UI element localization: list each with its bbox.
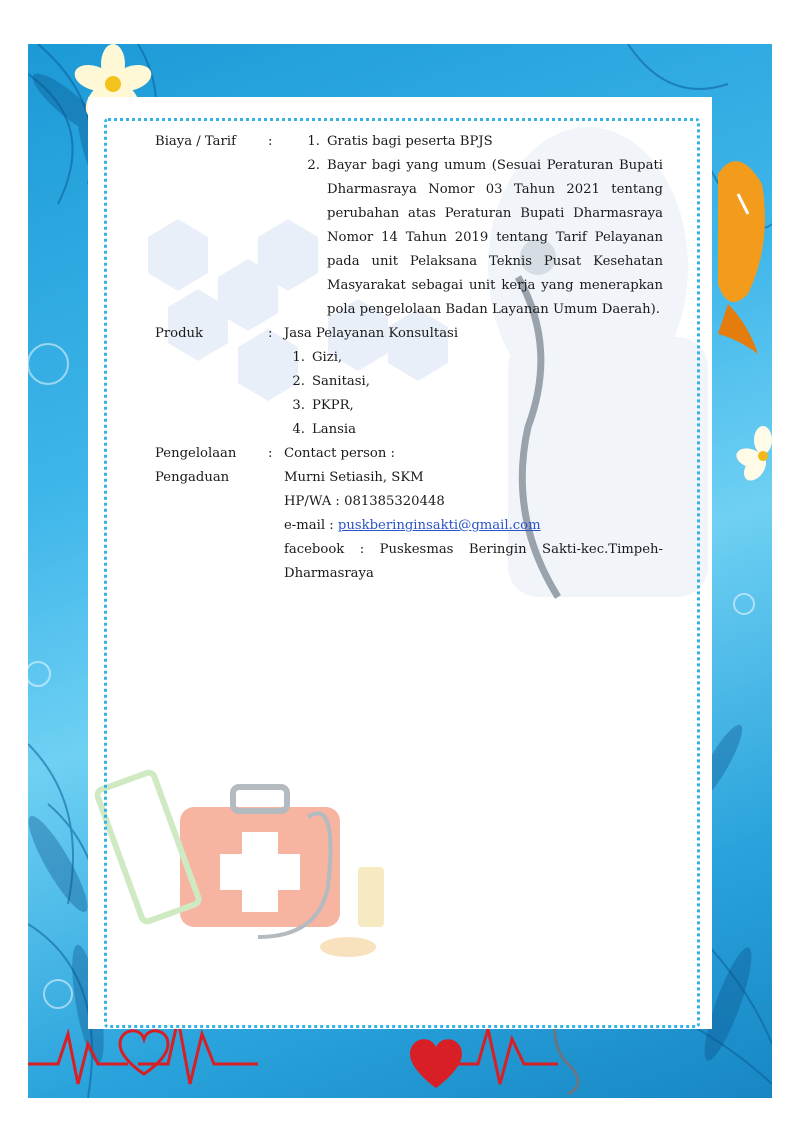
heart-icon — [410, 1039, 462, 1088]
produk-colon: : — [268, 326, 273, 341]
produk-value — [284, 322, 663, 442]
list-item: 1. Gizi, — [292, 350, 343, 365]
heart-outline-decoration — [120, 1031, 168, 1074]
list-item: 4. Lansia — [292, 422, 356, 437]
pengaduan-section — [155, 442, 663, 586]
contact-name: Murni Setiasih, SKM — [284, 470, 424, 485]
email-label: e-mail : — [284, 518, 338, 533]
contact-label: Contact person : — [284, 446, 395, 461]
pengaduan-colon: : — [268, 446, 273, 461]
pengaduan-label: Pengelolaan Pengaduan — [155, 446, 237, 485]
email-link[interactable]: puskberinginsakti@gmail.com — [337, 518, 541, 533]
contact-email-line — [284, 514, 663, 538]
produk-section — [155, 322, 663, 442]
produk-intro: Jasa Pelayanan Konsultasi — [284, 326, 459, 341]
biaya-list — [284, 130, 663, 322]
biaya-label: Biaya / Tarif — [155, 134, 236, 149]
biaya-section — [155, 130, 663, 322]
list-item: 1. Gratis bagi peserta BPJS — [307, 134, 493, 149]
biaya-colon: : — [268, 134, 273, 149]
produk-label: Produk — [155, 326, 204, 341]
produk-list — [284, 346, 663, 442]
list-item: 3. PKPR, — [292, 398, 354, 413]
biaya-value — [284, 130, 663, 322]
list-item: 2. Sanitasi, — [292, 374, 370, 389]
list-item: 2. Bayar bagi yang umum (Sesuai Peraturan Bupati Dharmasraya Nomor 03 Tahun 2021 tentang perubahan atas Peraturan Bupati Dharmasraya Nomor 14 Tahun 2019 tentang Tarif Pelayanan pada unit Pelaksana Teknis Pusat Kesehatan Masyarakat sebagai unit kerja yang menerapkan pola pengelolaan Badan Layanan Umum Daerah). — [307, 158, 663, 317]
document-content — [155, 130, 663, 586]
contact-facebook: facebook : Puskesmas Beringin Sakti-kec.Timpeh-Dharmasraya — [284, 542, 663, 581]
fish-decoration — [718, 161, 765, 354]
pengaduan-value — [284, 442, 663, 586]
contact-phone: HP/WA : 081385320448 — [284, 494, 445, 509]
